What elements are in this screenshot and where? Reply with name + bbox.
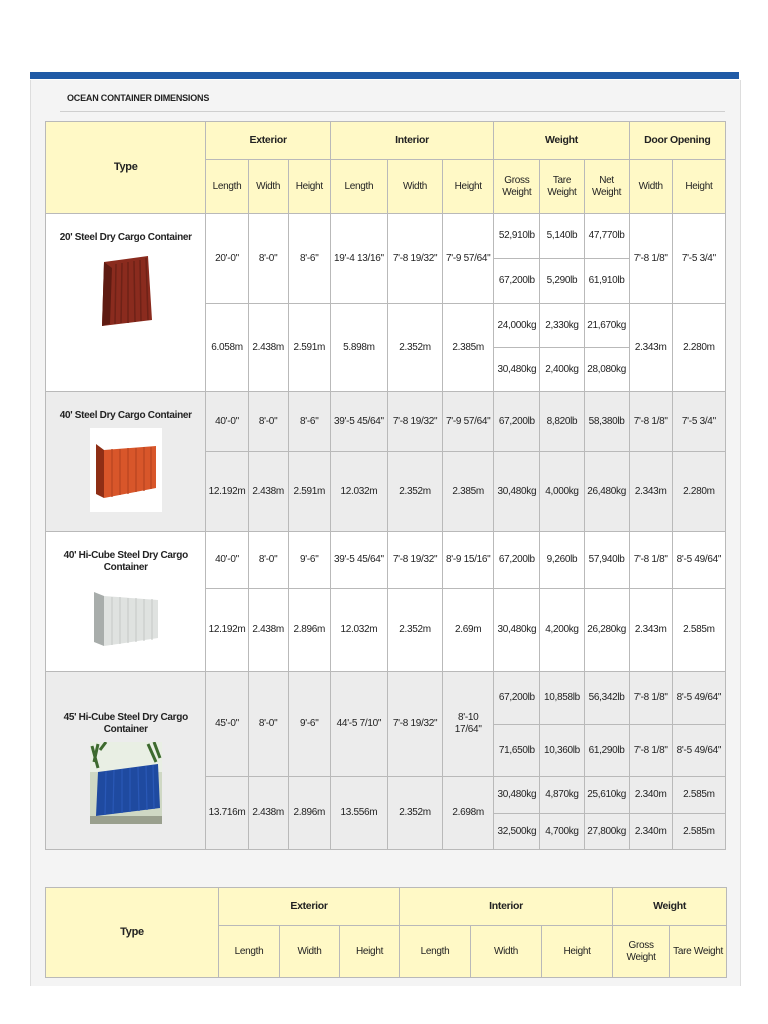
tare-weight-cell: 5,290lb [540, 259, 584, 304]
ext-height-cell: 8'-6" [288, 392, 330, 452]
net-weight-cell: 57,940lb [584, 532, 629, 589]
net-weight-cell: 58,380lb [584, 392, 629, 452]
int-height-cell: 8'-9 15/16" [443, 532, 494, 589]
ext-height-cell: 9'-6" [288, 672, 330, 777]
tare-weight-cell: 4,000kg [540, 452, 584, 532]
int-height-cell: 2.69m [443, 589, 494, 672]
exterior-header: Exterior [206, 122, 330, 160]
container-type-cell [46, 214, 206, 392]
type-header: Type [46, 888, 219, 978]
door-height-cell: 7'-5 3/4" [672, 214, 725, 304]
table-row [46, 532, 726, 589]
net-weight-cell: 28,080kg [584, 348, 629, 392]
int-length-header: Length [330, 160, 387, 214]
tare-weight-header: Tare Weight [670, 926, 727, 978]
ext-length-cell: 6.058m [206, 304, 248, 392]
int-width-cell: 2.352m [387, 452, 442, 532]
gross-weight-cell: 30,480kg [494, 452, 540, 532]
ext-length-cell: 45'-0" [206, 672, 248, 777]
ext-length-header: Length [206, 160, 248, 214]
tare-weight-cell: 8,820lb [540, 392, 584, 452]
net-weight-cell: 61,910lb [584, 259, 629, 304]
int-width-cell: 2.352m [387, 777, 442, 850]
gross-weight-cell: 71,650lb [494, 725, 540, 777]
gross-weight-cell: 67,200lb [494, 259, 540, 304]
door-height-cell: 2.585m [672, 589, 725, 672]
int-height-cell: 2.385m [443, 304, 494, 392]
gross-weight-cell: 24,000kg [494, 304, 540, 348]
net-weight-header: Net Weight [584, 160, 629, 214]
container-type-cell [46, 392, 206, 532]
int-width-header: Width [471, 926, 542, 978]
net-weight-cell: 25,610kg [584, 777, 629, 814]
door-width-header: Width [629, 160, 672, 214]
door-width-cell: 2.343m [629, 452, 672, 532]
door-width-cell: 2.343m [629, 589, 672, 672]
door-opening-header: Door Opening [629, 122, 725, 160]
door-height-cell: 8'-5 49/64" [672, 725, 725, 777]
tare-weight-cell: 5,140lb [540, 214, 584, 259]
container-name: 45' Hi-Cube Steel Dry Cargo Container [63, 712, 188, 735]
int-length-header: Length [400, 926, 471, 978]
tare-weight-cell: 4,200kg [540, 589, 584, 672]
gross-weight-cell: 30,480kg [494, 777, 540, 814]
door-height-cell: 8'-5 49/64" [672, 532, 725, 589]
table-row [46, 214, 726, 259]
ext-length-cell: 40'-0" [206, 532, 248, 589]
int-width-cell: 7'-8 19/32" [387, 672, 442, 777]
weight-header: Weight [613, 888, 727, 926]
door-width-cell: 7'-8 1/8" [629, 672, 672, 725]
ext-height-cell: 9'-6" [288, 532, 330, 589]
net-weight-cell: 56,342lb [584, 672, 629, 725]
ext-height-cell: 2.591m [288, 452, 330, 532]
int-length-cell: 39'-5 45/64" [330, 532, 387, 589]
ext-length-header: Length [219, 926, 280, 978]
table-row [46, 672, 726, 725]
ext-width-cell: 8'-0" [248, 532, 288, 589]
int-width-cell: 7'-8 19/32" [387, 532, 442, 589]
int-height-header: Height [542, 926, 613, 978]
int-height-cell: 7'-9 57/64" [443, 392, 494, 452]
door-height-cell: 7'-5 3/4" [672, 392, 725, 452]
table-row [46, 392, 726, 452]
ext-width-cell: 8'-0" [248, 672, 288, 777]
door-height-cell: 8'-5 49/64" [672, 672, 725, 725]
int-height-cell: 8'-10 17/64" [443, 672, 494, 777]
int-height-cell: 2.698m [443, 777, 494, 850]
int-length-cell: 19'-4 13/16" [330, 214, 387, 304]
ext-width-cell: 2.438m [248, 304, 288, 392]
tare-weight-cell: 2,330kg [540, 304, 584, 348]
int-length-cell: 39'-5 45/64" [330, 392, 387, 452]
container-type-cell [46, 672, 206, 850]
door-width-cell: 7'-8 1/8" [629, 725, 672, 777]
title-divider [60, 111, 725, 112]
page-title: OCEAN CONTAINER DIMENSIONS [67, 93, 210, 103]
ext-length-cell: 20'-0" [206, 214, 248, 304]
container-name: 20' Steel Dry Cargo Container [59, 232, 192, 243]
door-width-cell: 2.340m [629, 814, 672, 850]
gross-weight-header: Gross Weight [613, 926, 670, 978]
net-weight-cell: 21,670kg [584, 304, 629, 348]
int-width-header: Width [387, 160, 442, 214]
net-weight-cell: 26,280kg [584, 589, 629, 672]
ext-width-cell: 2.438m [248, 589, 288, 672]
int-width-cell: 2.352m [387, 589, 442, 672]
weight-header: Weight [494, 122, 629, 160]
door-height-cell: 2.585m [672, 814, 725, 850]
net-weight-cell: 26,480kg [584, 452, 629, 532]
int-length-cell: 13.556m [330, 777, 387, 850]
int-width-cell: 2.352m [387, 304, 442, 392]
ext-height-cell: 2.591m [288, 304, 330, 392]
exterior-header: Exterior [219, 888, 400, 926]
type-header: Type [46, 122, 206, 214]
ext-height-header: Height [288, 160, 330, 214]
int-length-cell: 12.032m [330, 452, 387, 532]
door-width-cell: 7'-8 1/8" [629, 532, 672, 589]
net-weight-cell: 61,290lb [584, 725, 629, 777]
door-height-cell: 2.585m [672, 777, 725, 814]
tare-weight-header: Tare Weight [540, 160, 584, 214]
int-height-cell: 7'-9 57/64" [443, 214, 494, 304]
ext-height-cell: 8'-6" [288, 214, 330, 304]
container-name: 40' Hi-Cube Steel Dry Cargo Container [63, 550, 188, 573]
ext-length-cell: 13.716m [206, 777, 248, 850]
container-name: 40' Steel Dry Cargo Container [59, 410, 192, 421]
net-weight-cell: 47,770lb [584, 214, 629, 259]
ext-width-cell: 8'-0" [248, 392, 288, 452]
interior-header: Interior [330, 122, 493, 160]
tare-weight-cell: 2,400kg [540, 348, 584, 392]
tare-weight-cell: 9,260lb [540, 532, 584, 589]
ext-width-cell: 8'-0" [248, 214, 288, 304]
int-width-cell: 7'-8 19/32" [387, 392, 442, 452]
ext-length-cell: 12.192m [206, 452, 248, 532]
ext-height-cell: 2.896m [288, 589, 330, 672]
gross-weight-cell: 52,910lb [494, 214, 540, 259]
door-width-cell: 7'-8 1/8" [629, 214, 672, 304]
int-length-cell: 5.898m [330, 304, 387, 392]
door-width-cell: 2.340m [629, 777, 672, 814]
tare-weight-cell: 10,360lb [540, 725, 584, 777]
red-container-icon [90, 250, 162, 334]
gross-weight-cell: 30,480kg [494, 589, 540, 672]
door-height-cell: 2.280m [672, 452, 725, 532]
gross-weight-cell: 67,200lb [494, 392, 540, 452]
orange-container-icon [90, 428, 162, 512]
interior-header: Interior [400, 888, 613, 926]
white-container-icon [90, 580, 162, 664]
ext-width-cell: 2.438m [248, 777, 288, 850]
door-width-cell: 7'-8 1/8" [629, 392, 672, 452]
door-height-header: Height [672, 160, 725, 214]
int-length-cell: 44'-5 7/10" [330, 672, 387, 777]
int-height-header: Height [443, 160, 494, 214]
container-dimensions-table [45, 121, 726, 850]
ext-length-cell: 12.192m [206, 589, 248, 672]
gross-weight-cell: 30,480kg [494, 348, 540, 392]
int-height-cell: 2.385m [443, 452, 494, 532]
int-length-cell: 12.032m [330, 589, 387, 672]
top-accent-bar [30, 72, 739, 79]
ext-width-cell: 2.438m [248, 452, 288, 532]
door-width-cell: 2.343m [629, 304, 672, 392]
tare-weight-cell: 4,870kg [540, 777, 584, 814]
container-type-cell [46, 532, 206, 672]
gross-weight-cell: 67,200lb [494, 532, 540, 589]
door-height-cell: 2.280m [672, 304, 725, 392]
ext-height-cell: 2.896m [288, 777, 330, 850]
gross-weight-cell: 32,500kg [494, 814, 540, 850]
ext-width-header: Width [248, 160, 288, 214]
int-width-cell: 7'-8 19/32" [387, 214, 442, 304]
ext-width-header: Width [280, 926, 340, 978]
container-dimensions-table-2 [45, 887, 727, 978]
gross-weight-header: Gross Weight [494, 160, 540, 214]
tare-weight-cell: 4,700kg [540, 814, 584, 850]
tare-weight-cell: 10,858lb [540, 672, 584, 725]
net-weight-cell: 27,800kg [584, 814, 629, 850]
ext-height-header: Height [340, 926, 400, 978]
gross-weight-cell: 67,200lb [494, 672, 540, 725]
ext-length-cell: 40'-0" [206, 392, 248, 452]
blue-container-icon [90, 742, 162, 824]
